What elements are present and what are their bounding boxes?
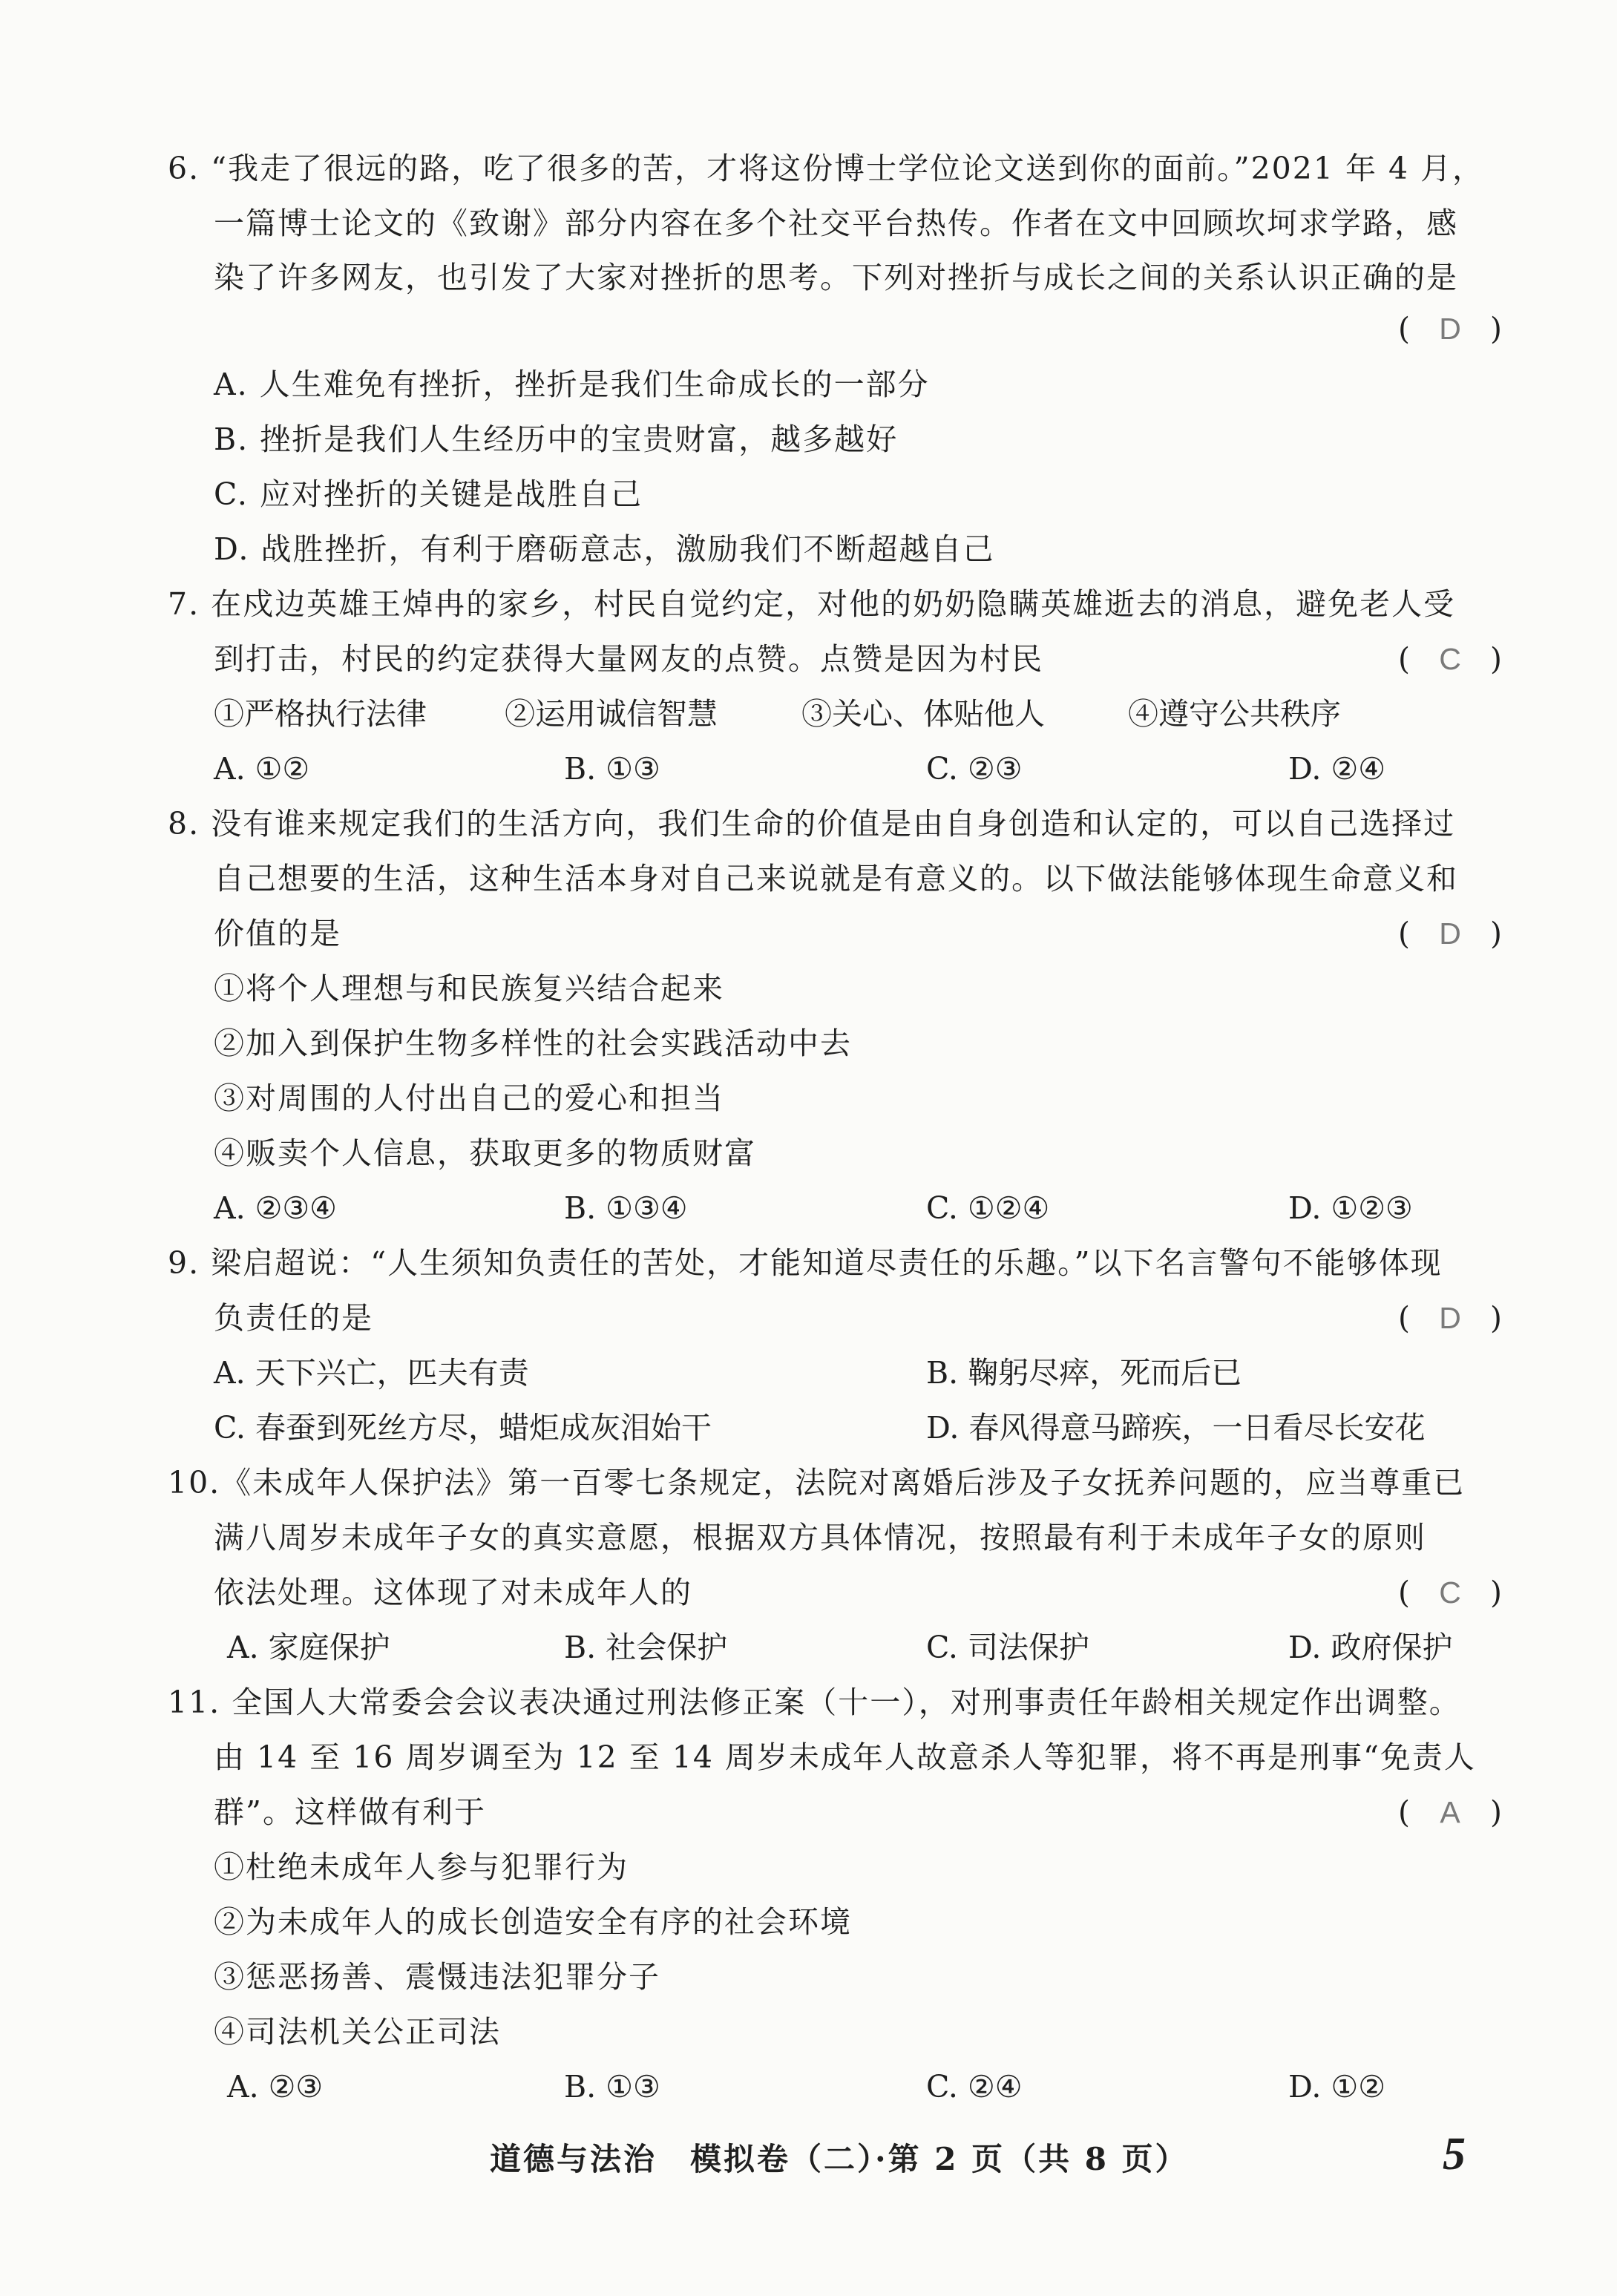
q8-line-3: 价值的是 <box>214 916 341 951</box>
q10-line-2: 满八周岁未成年子女的真实意愿，根据双方具体情况，按照最有利于未成年子女的原则 <box>214 1520 1426 1555</box>
q8-answer: D <box>1439 916 1461 951</box>
q11-line-2: 由 14 至 16 周岁调至为 12 至 14 周岁未成年人故意杀人等犯罪，将不再是刑事“免责人 <box>214 1739 1476 1775</box>
q8-option-d: D. ①②③ <box>1288 1190 1413 1226</box>
q10-option-a: A. 家庭保护 <box>227 1630 390 1665</box>
q7-option-c: C. ②③ <box>926 751 1023 787</box>
q11-answer-bracket: ( A ) <box>1398 1790 1502 1834</box>
q6-option-c: C. 应对挫折的关键是战胜自己 <box>214 476 643 512</box>
q9-line-2: 负责任的是 <box>214 1300 373 1336</box>
q8-option-b: B. ①③④ <box>564 1190 688 1226</box>
q7-line-2: 到打击，村民的约定获得大量网友的点赞。点赞是因为村民 <box>214 641 1043 677</box>
q11-statement-1: ①杜绝未成年人参与犯罪行为 <box>214 1849 629 1885</box>
q10-line-1: 10.《未成年人保护法》第一百零七条规定，法院对离婚后涉及子女抚养问题的，应当尊重已 <box>168 1465 1466 1500</box>
q11-statement-3: ③惩恶扬善、震慑违法犯罪分子 <box>214 1959 660 1995</box>
q10-answer: C <box>1439 1575 1461 1610</box>
q8-answer-bracket: ( D ) <box>1398 911 1502 956</box>
q7-option-b: B. ①③ <box>564 751 660 787</box>
q6-line-2: 一篇博士论文的《致谢》部分内容在多个社交平台热传。作者在文中回顾坎坷求学路，感 <box>214 206 1458 241</box>
q7-statement-1: ①严格执行法律 <box>214 696 427 732</box>
q8-line-2: 自己想要的生活，这种生活本身对自己来说就是有意义的。以下做法能够体现生命意义和 <box>214 861 1458 896</box>
q11-statement-2: ②为未成年人的成长创造安全有序的社会环境 <box>214 1904 852 1940</box>
q11-line-1: 11. 全国人大常委会会议表决通过刑法修正案（十一），对刑事责任年龄相关规定作出调整。 <box>168 1685 1461 1720</box>
q9-option-b: B. 鞠躬尽瘁，死而后已 <box>926 1355 1242 1391</box>
q11-option-c: C. ②④ <box>926 2069 1023 2105</box>
q8-option-c: C. ①②④ <box>926 1190 1050 1226</box>
q10-answer-bracket: ( C ) <box>1398 1570 1502 1615</box>
q11-option-d: D. ①② <box>1288 2069 1385 2105</box>
q9-answer: D <box>1439 1301 1461 1335</box>
q6-answer: D <box>1439 312 1461 346</box>
q7-statement-2: ②运用诚信智慧 <box>505 696 718 732</box>
page-number: 5 <box>1443 2129 1466 2179</box>
q8-statement-4: ④贩卖个人信息，获取更多的物质财富 <box>214 1135 756 1171</box>
q11-statement-4: ④司法机关公正司法 <box>214 2014 501 2050</box>
q11-line-3: 群”。这样做有利于 <box>214 1794 486 1830</box>
q11-option-a: A. ②③ <box>227 2069 324 2105</box>
q8-statement-2: ②加入到保护生物多样性的社会实践活动中去 <box>214 1026 852 1061</box>
q9-option-d: D. 春风得意马蹄疾，一日看尽长安花 <box>926 1410 1426 1446</box>
q7-answer: C <box>1439 642 1461 676</box>
q6-answer-bracket: ( D ) <box>1398 306 1502 351</box>
q6-option-d: D. 战胜挫折，有利于磨砺意志，激励我们不断超越自己 <box>214 531 995 567</box>
q7-statement-4: ④遵守公共秩序 <box>1128 696 1341 732</box>
q9-option-a: A. 天下兴亡，匹夫有责 <box>214 1355 529 1391</box>
q8-option-a: A. ②③④ <box>214 1190 337 1226</box>
q7-line-1: 7. 在戍边英雄王焯冉的家乡，村民自觉约定，对他的奶奶隐瞒英雄逝去的消息，避免老人受 <box>168 586 1456 622</box>
q11-option-b: B. ①③ <box>564 2069 660 2105</box>
q6-option-b: B. 挫折是我们人生经历中的宝贵财富，越多越好 <box>214 422 899 457</box>
q10-line-3: 依法处理。这体现了对未成年人的 <box>214 1575 692 1610</box>
q8-statement-3: ③对周围的人付出自己的爱心和担当 <box>214 1080 724 1116</box>
q10-option-d: D. 政府保护 <box>1288 1630 1453 1665</box>
q6-option-a: A. 人生难免有挫折，挫折是我们生命成长的一部分 <box>214 367 930 402</box>
q9-answer-bracket: ( D ) <box>1398 1296 1502 1340</box>
q10-option-b: B. 社会保护 <box>564 1630 728 1665</box>
page-footer-title: 道德与法治 模拟卷（二）·第 2 页（共 8 页） <box>490 2141 1189 2177</box>
q7-statement-3: ③关心、体贴他人 <box>801 696 1045 732</box>
q9-option-c: C. 春蚕到死丝方尽，蜡炬成灰泪始干 <box>214 1410 712 1446</box>
q9-line-1: 9. 梁启超说：“人生须知负责任的苦处，才能知道尽责任的乐趣。”以下名言警句不能够体现 <box>168 1245 1443 1281</box>
q8-statement-1: ①将个人理想与和民族复兴结合起来 <box>214 971 724 1006</box>
q6-line-1: 6. “我走了很远的路，吃了很多的苦，才将这份博士学位论文送到你的面前。”2021 年 4 月， <box>168 151 1485 186</box>
q10-option-c: C. 司法保护 <box>926 1630 1089 1665</box>
q11-answer: A <box>1440 1795 1460 1829</box>
q8-line-1: 8. 没有谁来规定我们的生活方向，我们生命的价值是由自身创造和认定的，可以自己选择过 <box>168 806 1456 842</box>
q7-option-a: A. ①② <box>214 751 310 787</box>
q7-answer-bracket: ( C ) <box>1398 637 1502 681</box>
q7-option-d: D. ②④ <box>1288 751 1385 787</box>
q6-line-3: 染了许多网友，也引发了大家对挫折的思考。下列对挫折与成长之间的关系认识正确的是 <box>214 260 1458 295</box>
